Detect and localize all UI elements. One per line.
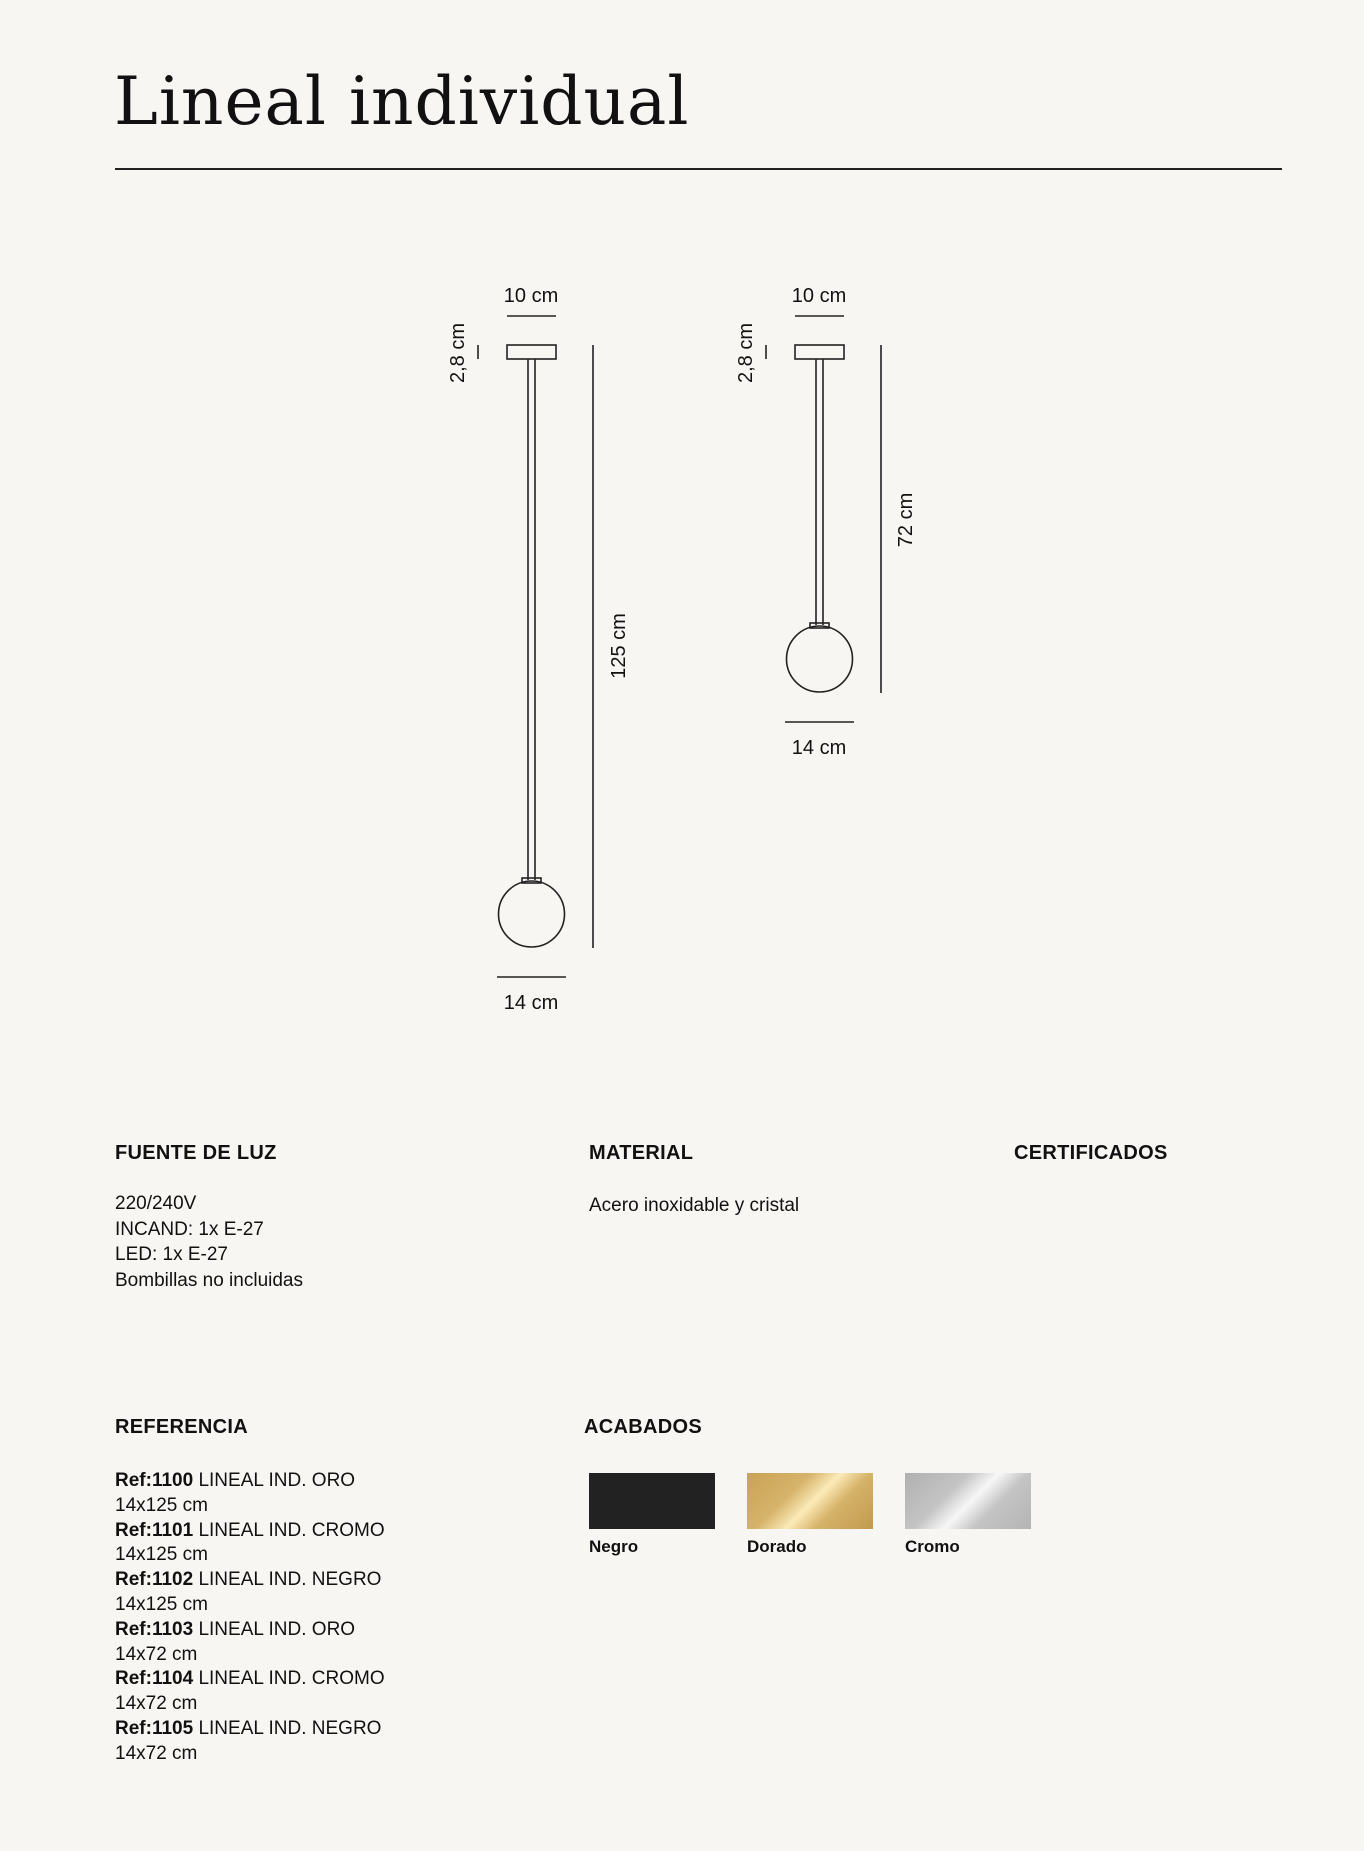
reference-name: LINEAL IND. ORO xyxy=(198,1470,356,1491)
globe-width-label: 14 cm xyxy=(503,992,559,1014)
finishes-heading: ACABADOS xyxy=(584,1416,702,1438)
reference-code: Ref:1103 xyxy=(115,1618,194,1640)
certificates-heading: CERTIFICADOS xyxy=(1014,1142,1168,1164)
material-heading: MATERIAL xyxy=(589,1142,694,1164)
reference-size: 14x125 cm xyxy=(115,1593,208,1615)
reference-name: LINEAL IND. NEGRO xyxy=(198,1569,382,1591)
reference-item xyxy=(115,1717,385,1742)
reference-name: LINEAL IND. NEGRO xyxy=(198,1717,382,1739)
globe xyxy=(499,881,565,947)
reference-item xyxy=(115,1618,385,1643)
reference-code: Ref:1101 xyxy=(115,1519,194,1541)
lamp-drawing-125 xyxy=(447,285,630,1014)
light-source-line: INCAND: 1x E-27 xyxy=(115,1218,264,1240)
finish-label-dorado: Dorado xyxy=(747,1537,807,1556)
light-source-line: LED: 1x E-27 xyxy=(115,1244,228,1265)
reference-size: 14x125 cm xyxy=(115,1494,208,1516)
reference-name: LINEAL IND. CROMO xyxy=(198,1668,385,1690)
finish-label-negro: Negro xyxy=(589,1537,639,1556)
finish-label-cromo: Cromo xyxy=(905,1537,960,1556)
light-source-list xyxy=(115,1191,303,1293)
reference-list xyxy=(115,1469,385,1767)
reference-code: Ref:1100 xyxy=(115,1470,194,1491)
globe xyxy=(787,626,853,692)
finish-swatch-dorado xyxy=(747,1473,873,1529)
reference-size: 14x72 cm xyxy=(115,1693,198,1715)
finish-swatch-negro xyxy=(589,1473,715,1529)
reference-heading: REFERENCIA xyxy=(115,1416,249,1438)
page-title: Lineal individual xyxy=(114,63,690,140)
ceiling-canopy xyxy=(795,345,844,359)
reference-item xyxy=(115,1469,385,1494)
reference-item xyxy=(115,1568,385,1593)
reference-size: 14x72 cm xyxy=(115,1643,198,1665)
ceiling-canopy xyxy=(507,345,556,359)
reference-code: Ref:1102 xyxy=(115,1569,194,1591)
reference-size: 14x72 cm xyxy=(115,1742,198,1764)
reference-name: LINEAL IND. ORO xyxy=(198,1618,356,1640)
mount-width-label: 10 cm xyxy=(503,285,559,307)
reference-code: Ref:1104 xyxy=(115,1668,194,1690)
light-source-heading: FUENTE DE LUZ xyxy=(115,1142,277,1164)
globe-width-label: 14 cm xyxy=(791,737,847,759)
mount-width-label: 10 cm xyxy=(791,285,847,307)
light-source-line: 220/240V xyxy=(115,1193,197,1214)
reference-size: 14x125 cm xyxy=(115,1544,208,1566)
total-height-label: 125 cm xyxy=(608,613,630,679)
reference-name: LINEAL IND. CROMO xyxy=(198,1519,385,1541)
reference-item xyxy=(115,1667,385,1692)
mount-height-label: 2,8 cm xyxy=(735,322,757,384)
mount-height-label: 2,8 cm xyxy=(447,322,469,384)
lamp-drawing-72 xyxy=(735,285,917,759)
finish-swatch-cromo xyxy=(905,1473,1031,1529)
reference-code: Ref:1105 xyxy=(115,1717,194,1739)
light-source-line: Bombillas no incluidas xyxy=(115,1269,303,1291)
total-height-label: 72 cm xyxy=(895,492,917,548)
material-text: Acero inoxidable y cristal xyxy=(589,1195,800,1216)
reference-item xyxy=(115,1519,385,1544)
